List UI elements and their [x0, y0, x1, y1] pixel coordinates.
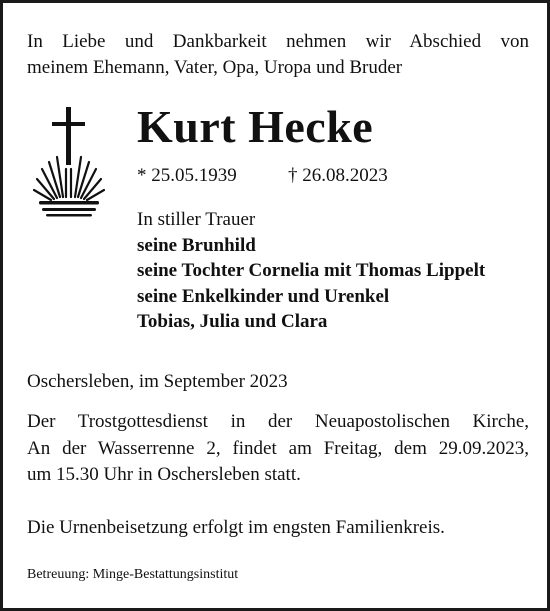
- deceased-name: Kurt Hecke: [137, 101, 374, 152]
- mourner-line: seine Tochter Cornelia mit Thomas Lippelt: [137, 260, 486, 281]
- intro-line-2: meinem Ehemann, Vater, Opa, Uropa und Bruder: [27, 57, 403, 78]
- mourner-line: seine Enkelkinder und Urenkel: [137, 285, 390, 307]
- service-info: [27, 409, 529, 489]
- intro-line-1: In Liebe und Dankbarkeit nehmen wir Abschied von: [27, 31, 529, 52]
- urn-burial-note: Die Urnenbeisetzung erfolgt im engsten Familienkreis.: [27, 517, 445, 538]
- service-line-3: um 15.30 Uhr in Oschersleben statt.: [27, 464, 301, 485]
- birth-date: * 25.05.1939: [137, 165, 237, 186]
- place-date: Oschersleben, im September 2023: [27, 371, 288, 392]
- mourners-heading: In stiller Trauer: [137, 209, 256, 230]
- life-dates: [137, 163, 388, 189]
- service-line-2: An der Wasserrenne 2, findet am Freitag, dem 29.09.2023,: [27, 437, 529, 459]
- mourners-block: [137, 207, 485, 335]
- service-line-1: Der Trostgottesdienst in der Neuapostolischen Kirche,: [27, 411, 529, 432]
- funeral-home-credit: Betreuung: Minge-Bestattungsinstitut: [27, 567, 239, 582]
- mourner-line: seine Brunhild: [137, 234, 256, 256]
- death-date: † 26.08.2023: [288, 165, 388, 186]
- intro-text: [27, 29, 529, 81]
- mourner-line: Tobias, Julia und Clara: [137, 311, 328, 332]
- cross-sun-waves-icon: [33, 105, 105, 219]
